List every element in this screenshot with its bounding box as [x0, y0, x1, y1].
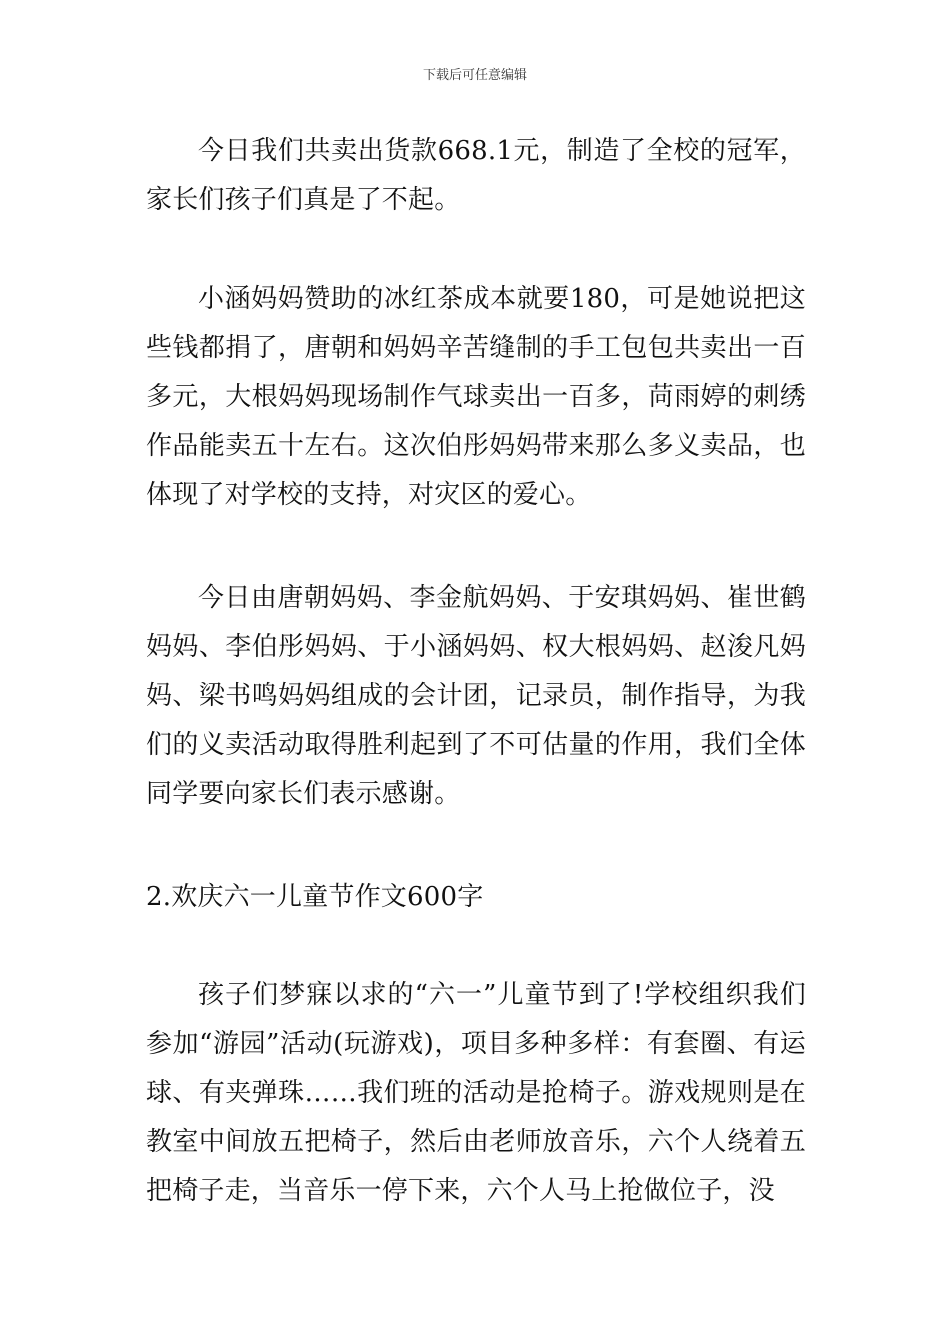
paragraph-text: 今日由唐朝妈妈、李金航妈妈、于安琪妈妈、崔世鹤妈妈、李伯彤妈妈、于小涵妈妈、权大根妈妈、赵浚凡妈妈、梁书鸣妈妈组成的会计团，记录员，制作指导，为我们的义卖活动取得胜利起到了不可估量的作用，我们全体同学要向家长们表示感谢。 [146, 583, 806, 809]
paragraph-text: 孩子们梦寐以求的“六一”儿童节到了!学校组织我们参加“游园”活动(玩游戏)，项目多种多样：有套圈、有运球、有夹弹珠……我们班的活动是抢椅子。游戏规则是在教室中间放五把椅子，然后由老师放音乐，六个人绕着五把椅子走，当音乐一停下来，六个人马上抢做位子，没 [146, 980, 806, 1206]
section-heading [146, 873, 806, 922]
page-header: 下载后可任意编辑 [422, 68, 527, 83]
section-title: 2.欢庆六一儿童节作文600字 [146, 882, 484, 912]
paragraph-childrens-day [146, 971, 806, 1216]
paragraph-sales-total [146, 127, 806, 225]
paragraph-text: 小涵妈妈赞助的冰红茶成本就要180，可是她说把这些钱都捐了，唐朝和妈妈辛苦缝制的手工包包共卖出一百多元，大根妈妈现场制作气球卖出一百多，苘雨婷的刺绣作品能卖五十左右。这次伯彤妈妈带来那么多义卖品，也体现了对学校的支持，对灾区的爱心。 [146, 284, 806, 510]
paragraph-thanks-parents [146, 574, 806, 819]
paragraph-donations [146, 275, 806, 520]
paragraph-text: 今日我们共卖出货款668.1元，制造了全校的冠军，家长们孩子们真是了不起。 [146, 136, 806, 215]
